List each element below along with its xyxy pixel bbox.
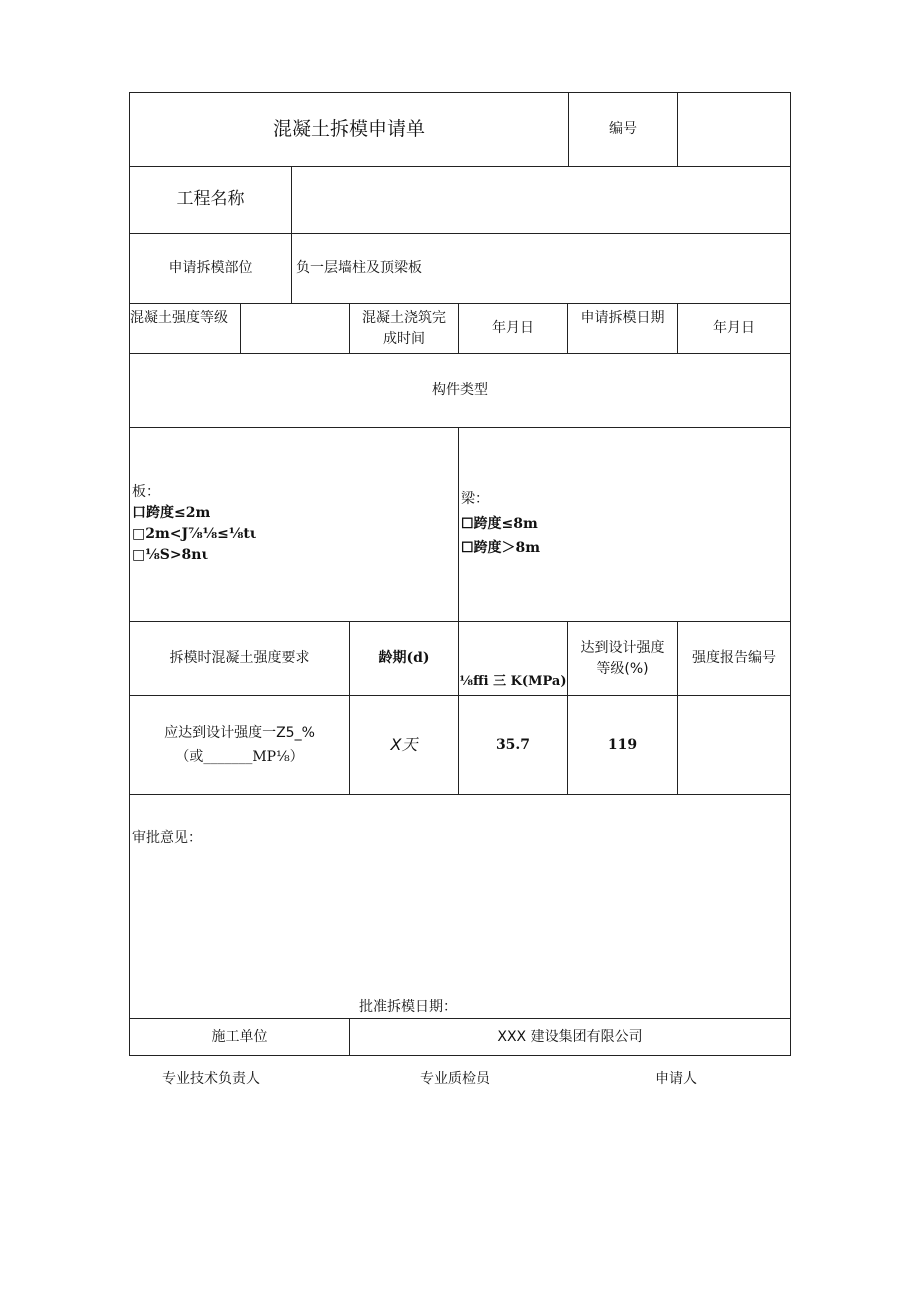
requirement-line-2[interactable]: （或_______MP⅛） [175,749,304,765]
qc-inspector-signature: 专业质检员 [420,1071,490,1087]
apply-date-label: 申请拆模日期 [567,303,678,354]
approval-date-label: 批准拆模日期： [359,999,457,1015]
age-header: 龄期(d) [349,621,459,696]
form-title: 混凝土拆模申请单 [129,92,569,167]
slab-section [129,427,459,622]
beam-option-2[interactable]: ☐跨度＞8m [461,540,541,556]
beam-label: 梁： [461,491,489,507]
report-header: 强度报告编号 [677,621,791,696]
approval-label: 审批意见： [132,830,202,846]
location-value[interactable]: 负一层墙柱及顶梁板 [291,233,791,304]
beam-option-1[interactable]: ☐跨度≤8m [461,515,538,532]
component-type-label: 构件类型 [129,353,791,428]
pour-time-label: 混凝土浇筑完成时间 [349,303,459,354]
requirement-line-1: 应达到设计强度一Z5_% [164,724,315,741]
requirement-header: 拆模时混凝土强度要求 [129,621,350,696]
number-label: 编号 [568,92,678,167]
location-label: 申请拆模部位 [129,233,292,304]
number-value[interactable] [677,92,791,167]
report-value[interactable] [677,695,791,795]
tech-lead-signature: 专业技术负责人 [162,1071,260,1087]
form-table [129,92,791,1056]
requirement-cell [129,695,350,795]
unit-value: XXX 建设集团有限公司 [349,1018,791,1056]
project-name-value[interactable] [291,166,791,234]
slab-option-3[interactable]: □⅛S>8nι [132,547,209,563]
strength-value[interactable]: 35.7 [458,695,568,795]
slab-label: 板： [132,484,160,500]
strength-grade-value[interactable] [240,303,350,354]
applicant-signature: 申请人 [655,1071,697,1087]
project-name-label: 工程名称 [129,166,292,234]
slab-option-1[interactable]: 口跨度≤2m [132,505,211,521]
percent-value[interactable]: 119 [567,695,678,795]
strength-grade-label: 混凝土强度等级 [129,303,241,354]
pour-time-value[interactable]: 年月日 [458,303,568,354]
slab-option-2[interactable]: □2m<J⅞⅛≤⅛tι [132,526,257,542]
approval-section[interactable] [129,794,791,1019]
percent-header: 达到设计强度等级(%) [567,621,678,696]
apply-date-value[interactable]: 年月日 [677,303,791,354]
beam-section [458,427,791,622]
unit-label: 施工单位 [129,1018,350,1056]
strength-header: ⅛ffi 三 K(MPa) [458,621,568,696]
age-value[interactable]: X天 [349,695,459,795]
